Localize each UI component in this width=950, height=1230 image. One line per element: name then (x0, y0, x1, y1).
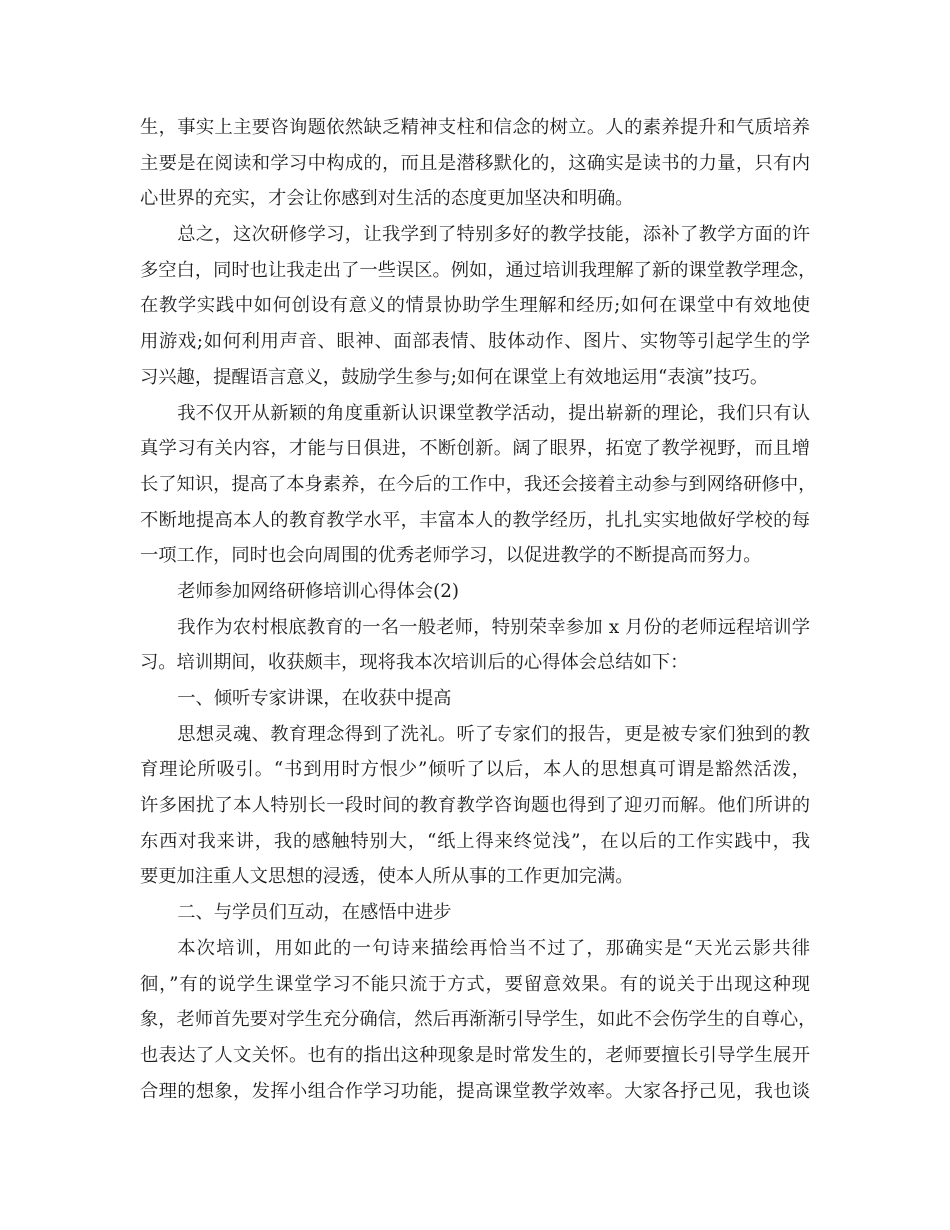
paragraph-line: 东西对我来讲，我的感触特别大，“纸上得来终觉浅”，在以后的工作实践中，我 (140, 830, 810, 852)
paragraph (140, 217, 817, 395)
paragraph-line: 本次培训，用如此的一句诗来描绘再恰当不过了，那确实是“天光云影共徘 (177, 937, 810, 959)
paragraph (140, 931, 817, 1109)
section-heading-line: 二、与学员们互动，在感悟中进步 (177, 902, 452, 924)
paragraph-line: 长了知识，提高了本身素养，在今后的工作中，我还会接着主动参与到网络研修中， (140, 473, 817, 495)
paragraph (140, 717, 810, 895)
article-title (140, 574, 810, 610)
paragraph-line: 要更加注重人文思想的浸透，使本人所从事的工作更加完满。 (140, 866, 634, 888)
paragraph-line: 用游戏;如何利用声音、眼神、面部表情、肢体动作、图片、实物等引起学生的学 (140, 331, 810, 353)
paragraph-line: 总之，这次研修学习，让我学到了特别多好的教学技能，添补了教学方面的许 (177, 224, 810, 246)
paragraph (140, 610, 810, 681)
paragraph (140, 110, 810, 217)
paragraph-line: 多空白，同时也让我走出了一些误区。例如，通过培训我理解了新的课堂教学理念， (140, 259, 817, 281)
section-heading (140, 681, 810, 717)
paragraph-line: 育理论所吸引。“书到用时方恨少”倾听了以后，本人的思想真可谓是豁然活泼， (140, 759, 810, 781)
paragraph-line: 生，事实上主要咨询题依然缺乏精神支柱和信念的树立。人的素养提升和气质培养 (140, 117, 810, 138)
paragraph-line: 真学习有关内容，才能与日俱进，不断创新。阔了眼界，拓宽了教学视野，而且增 (140, 438, 810, 460)
paragraph (140, 396, 817, 574)
paragraph-line: 思想灵魂、教育理念得到了洗礼。听了专家们的报告，更是被专家们独到的教 (177, 723, 810, 745)
paragraph-line: 心世界的充实，才会让你感到对生活的态度更加坚决和明确。 (140, 188, 634, 210)
paragraph-line: 也表达了人文关怀。也有的指出这种现象是时常发生的，老师要擅长引导学生展开 (140, 1044, 810, 1066)
paragraph-line: 不断地提高本人的教育教学水平，丰富本人的教学经历，扎扎实实地做好学校的每 (140, 509, 810, 531)
article-title-line: 老师参加网络研修培训心得体会(2) (177, 580, 460, 602)
section-heading-line: 一、倾听专家讲课，在收获中提高 (177, 688, 452, 709)
paragraph-line: 在教学实践中如何创设有意义的情景协助学生理解和经历;如何在课堂中有效地使 (140, 295, 810, 317)
paragraph-line: 我作为农村根底教育的一名一般老师，特别荣幸参加 x 月份的老师远程培训学 (177, 616, 810, 638)
paragraph-line: 主要是在阅读和学习中构成的，而且是潜移默化的，这确实是读书的力量，只有内 (140, 152, 810, 174)
paragraph-line: 我不仅开从新颖的角度重新认识课堂教学活动，提出崭新的理论，我们只有认 (177, 402, 810, 424)
paragraph-line: 习。培训期间，收获颇丰，现将我本次培训后的心得体会总结如下： (140, 652, 689, 674)
paragraph-line: 象，老师首先要对学生充分确信，然后再渐渐引导学生，如此不会伤学生的自尊心， (140, 1009, 817, 1031)
paragraph-line: 许多困扰了本人特别长一段时间的教育教学咨询题也得到了迎刃而解。他们所讲的 (140, 795, 810, 817)
paragraph-line: 徊，”有的说学生课堂学习不能只流于方式，要留意效果。有的说关于出现这种现 (140, 973, 810, 995)
paragraph-line: 习兴趣，提醒语言意义，鼓励学生参与;如何在课堂上有效地运用“表演”技巧。 (140, 366, 769, 388)
paragraph-line: 一项工作，同时也会向周围的优秀老师学习，以促进教学的不断提高而努力。 (140, 545, 762, 567)
document-body (140, 110, 817, 1109)
paragraph-line: 合理的想象，发挥小组合作学习功能，提高课堂教学效率。大家各抒己见，我也谈 (140, 1080, 810, 1102)
section-heading (140, 895, 810, 931)
